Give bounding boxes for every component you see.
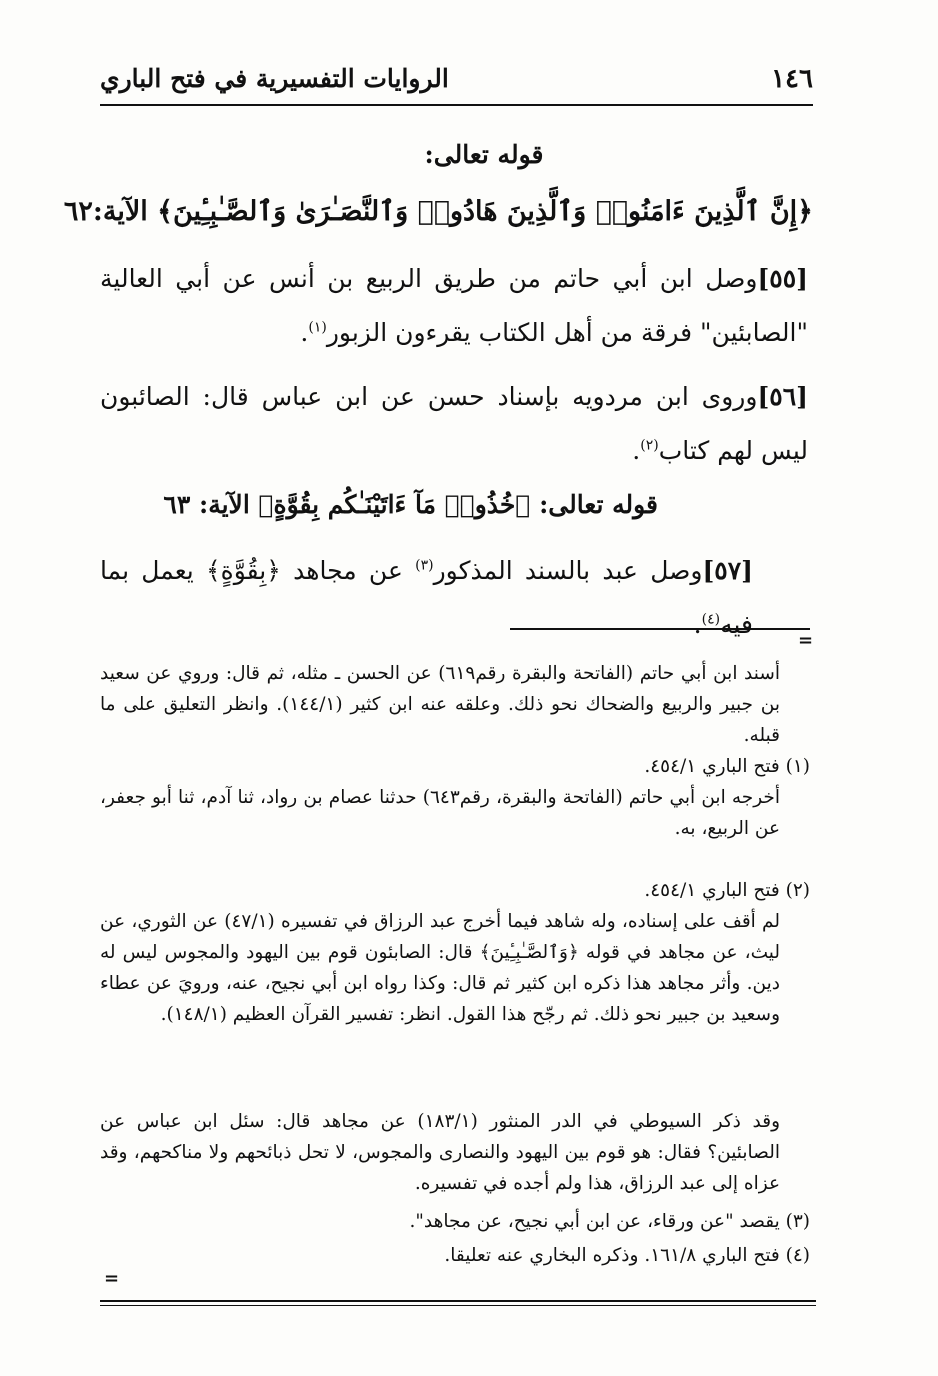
- running-head: [100, 64, 813, 100]
- footnote-ref: (٣): [415, 557, 434, 574]
- footnote-ref: (١): [308, 319, 327, 336]
- book-title: الروايات التفسيرية في فتح الباري: [100, 64, 449, 93]
- narration-end: .: [300, 318, 309, 347]
- continuation-mark: =: [104, 1268, 120, 1289]
- narration-number: [٥٦]: [757, 382, 808, 411]
- header-rule: [100, 104, 813, 106]
- narration-end: .: [693, 610, 702, 639]
- narration-number: [٥٧]: [702, 556, 753, 585]
- section-heading-verse: قوله تعالى: ﴿خُذُوا۟ مَآ ءَاتَيْنَـٰكُم بِقُوَّةٍ﴾ الآية: ٦٣: [163, 490, 658, 519]
- narration-text: وصل ابن أبي حاتم من طريق الربيع بن أنس عن أبي العالية "الصابئين" فرقة من أهل الكتاب يقرءون الزبور: [100, 264, 808, 347]
- section-heading: قوله تعالى:: [424, 140, 544, 169]
- footnote-ref-line: (٤) فتح الباري ١٦١/٨. وذكره البخاري عنه تعليقا.: [444, 1245, 810, 1266]
- footnote-ref: (٢): [640, 437, 659, 454]
- narration-text: عن مجاهد ﴿بِقُوَّةٍ﴾ يعمل بما فيه: [100, 556, 753, 639]
- footnote-ref-line: (٣) يقصد "عن ورقاء، عن ابن أبي نجيح، عن مجاهد".: [409, 1211, 810, 1232]
- bottom-rule: [100, 1300, 816, 1302]
- narration-end: .: [632, 436, 641, 465]
- narration-text: وصل عبد بالسند المذكور: [433, 556, 703, 585]
- bottom-rule: [100, 1305, 816, 1306]
- quran-verse: ﴿إِنَّ ٱلَّذِينَ ءَامَنُوا۟ وَٱلَّذِينَ هَادُوا۟ وَٱلنَّصَـٰرَىٰ وَٱلصَّـٰبِـِٔينَ﴾ الآية:٦٢: [63, 196, 813, 227]
- footnote-ref-line: (٢) فتح الباري ٤٥٤/١.: [644, 880, 810, 901]
- footnote-ref-line: (١) فتح الباري ٤٥٤/١.: [644, 756, 810, 777]
- narration-56: [100, 370, 808, 478]
- continuation-mark: =: [798, 630, 814, 651]
- page-number: ١٤٦: [771, 64, 813, 94]
- footnote-text: أخرجه ابن أبي حاتم (الفاتحة والبقرة، رقم٦٤٣) حدثنا عصام بن رواد، ثنا آدم، ثنا أبو جعفر، عن الربيع، به.: [100, 787, 780, 839]
- narration-number: [٥٥]: [757, 264, 808, 293]
- narration-55: [100, 252, 808, 360]
- footnote-separator: [510, 628, 810, 630]
- footnote-ref: (٤): [701, 611, 721, 628]
- narration-text: وروى ابن مردويه بإسناد حسن عن ابن عباس قال: الصائبون ليس لهم كتاب: [100, 382, 808, 465]
- footnote-text: أسند ابن أبي حاتم (الفاتحة والبقرة رقم٦١٩) عن الحسن ـ مثله، ثم قال: وروي عن سعيد بن جبير والربيع والضحاك نحو ذلك. وعلقه عنه ابن كثير (١٤٤/١). وانظر التعليق على ما قبله.: [100, 663, 780, 746]
- footnote-text: لم أقف على إسناده، وله شاهد فيما أخرج عبد الرزاق في تفسيره (٤٧/١) عن الثوري، عن ليث، عن مجاهد في قوله ﴿وَٱلصَّـٰبِـِٔينَ﴾ قال: الصابئون قوم بين اليهود والمجوس ليس له دين. وأثر مجاهد هذا ذكره ابن كثير ثم قال: وكذا رواه ابن أبي نجيح، عنه، ورويَ عن عطاء وسعيد بن جبير نحو ذلك. ثم رجّح هذا القول. انظر: تفسير القرآن العظيم (١٤٨/١).: [100, 911, 781, 1025]
- footnote-text: وقد ذكر السيوطي في الدر المنثور (١٨٣/١) عن مجاهد قال: سئل ابن عباس عن الصابئين؟ فقال: هو قوم بين اليهود والنصارى والمجوس، لا تحل ذبائحهم ولا مناكحهم، وقد عزاه إلى عبد الرزاق، هذا ولم أجده في تفسيره.: [100, 1111, 781, 1194]
- narration-57: [100, 544, 753, 652]
